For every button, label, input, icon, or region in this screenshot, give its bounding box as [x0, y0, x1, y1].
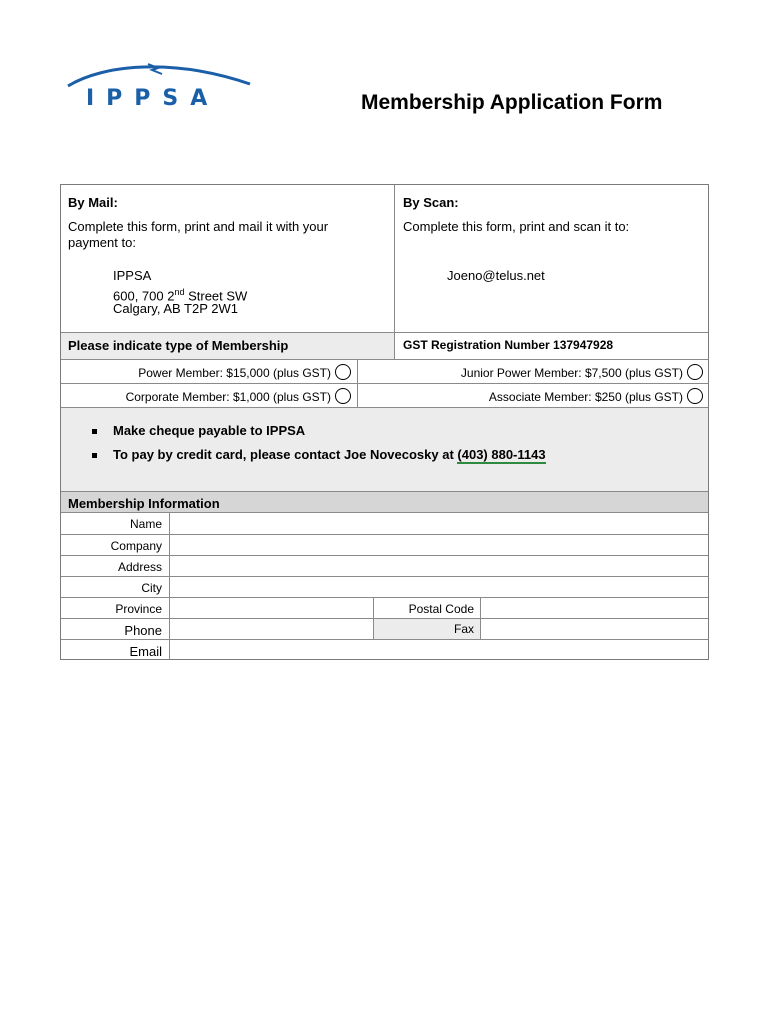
name-field[interactable]	[170, 513, 708, 534]
address-ordinal: nd	[174, 287, 185, 297]
company-label: Company	[110, 539, 162, 553]
mail-heading: By Mail:	[68, 195, 118, 210]
fax-field[interactable]	[481, 619, 708, 639]
cheque-note: Make cheque payable to IPPSA	[113, 423, 306, 438]
credit-card-note	[113, 447, 546, 463]
company-field[interactable]	[170, 535, 708, 555]
option-power-member-label: Power Member: $15,000 (plus GST)	[138, 366, 331, 380]
option-corporate-member-radio[interactable]	[335, 388, 351, 404]
option-associate-member-radio[interactable]	[687, 388, 703, 404]
contact-phone-link[interactable]: (403) 880-1143	[457, 447, 546, 462]
credit-card-note-text: To pay by credit card, please contact Joe Novecosky at	[113, 447, 458, 462]
option-corporate-member-label: Corporate Member: $1,000 (plus GST)	[125, 390, 331, 404]
option-power-member-radio[interactable]	[335, 364, 351, 380]
name-label: Name	[129, 517, 162, 531]
province-label: Province	[115, 602, 162, 616]
email-label: Email	[129, 644, 162, 659]
gst-registration: GST Registration Number 137947928	[403, 338, 614, 352]
bullet-icon	[92, 453, 97, 458]
scan-email: Joeno@telus.net	[447, 268, 545, 283]
city-field[interactable]	[170, 577, 708, 597]
phone-field[interactable]	[170, 619, 373, 639]
option-junior-power-member-radio[interactable]	[687, 364, 703, 380]
postal-code-label: Postal Code	[408, 602, 474, 616]
phone-label: Phone	[124, 623, 162, 638]
scan-heading: By Scan:	[403, 195, 459, 210]
option-associate-member-label: Associate Member: $250 (plus GST)	[488, 390, 683, 404]
scan-instructions: Complete this form, print and scan it to:	[403, 219, 630, 234]
mail-instructions: Complete this form, print and mail it with your payment to:	[68, 219, 329, 250]
membership-info-heading: Membership Information	[68, 496, 220, 511]
email-field[interactable]	[170, 640, 708, 659]
logo-text: IPPSA	[86, 86, 220, 111]
mail-address-line1: IPPSA	[113, 268, 152, 283]
mail-address-line3: Calgary, AB T2P 2W1	[113, 301, 239, 316]
application-form	[60, 184, 709, 660]
address-field[interactable]	[170, 556, 708, 576]
page-title: Membership Application Form	[361, 91, 663, 114]
bullet-icon	[92, 429, 97, 434]
address-label: Address	[117, 560, 162, 574]
province-field[interactable]	[170, 598, 373, 618]
option-junior-power-member-label: Junior Power Member: $7,500 (plus GST)	[460, 366, 683, 380]
fax-label: Fax	[453, 622, 474, 636]
membership-type-heading: Please indicate type of Membership	[68, 338, 289, 353]
address-street-number: 600, 700 2	[113, 288, 175, 304]
city-label: City	[141, 581, 162, 595]
postal-code-field[interactable]	[481, 598, 708, 618]
ippsa-logo	[64, 56, 254, 120]
address-street-name: Street SW	[184, 288, 248, 304]
